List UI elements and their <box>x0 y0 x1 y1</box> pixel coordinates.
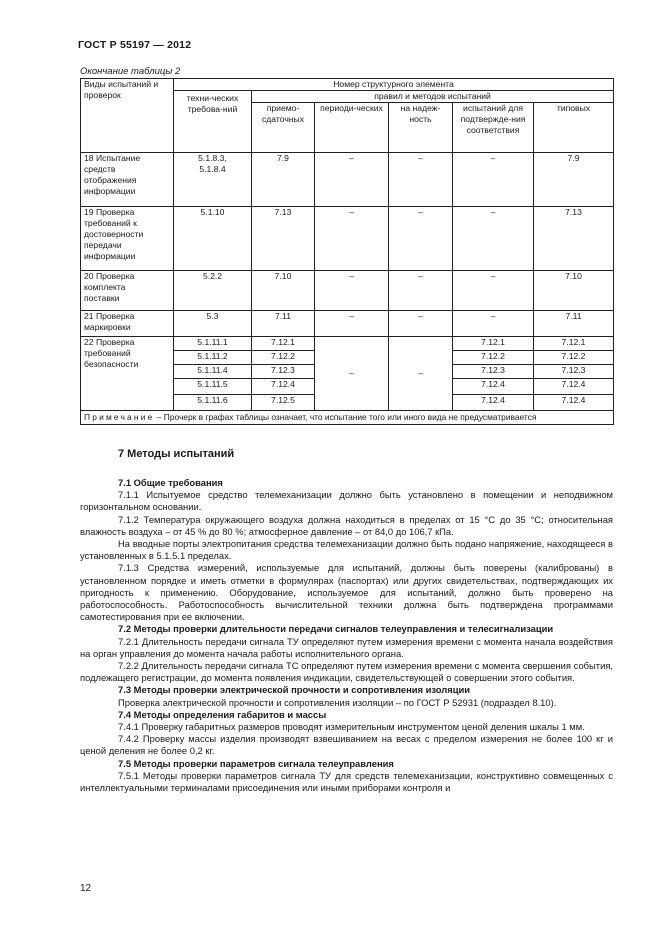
cell-type: 7.12.4 <box>534 379 614 395</box>
head-tech-req: техни-ческих требова-ний <box>174 91 252 153</box>
paragraph-7-1-1: 7.1.1 Испытуемое средство телемеханизации должно быть установлено в помещении и неподвижном горизонтальном основании. <box>80 489 613 513</box>
cell-type: 7.12.4 <box>534 395 614 411</box>
cell-conformity: 7.12.2 <box>453 351 534 365</box>
cell-periodic: – <box>315 153 389 207</box>
subsection-title-7-1: 7.1 Общие требования <box>118 477 223 488</box>
row-name: 20 Проверка комплекта поставки <box>81 271 174 311</box>
paragraph-7-1-2: 7.1.2 Температура окружающего воздуха должна находиться в пределах от 15 °С до 35 °С; относительная влажность воздуха – от 45 % до 80 %; атмосферное давление – от 84,0 до 106,7 кПа. <box>80 513 613 537</box>
cell-acceptance: 7.12.3 <box>252 365 315 379</box>
paragraph-7-2-2: 7.2.2 Длительность передачи сигнала ТС определяют путем измерения времени с момента свершения события, подлежащего регистрации, до момента появления индикации, свидетельствующей о совершении этого события. <box>80 660 613 684</box>
table-note <box>81 411 614 425</box>
cell-reliability: – <box>389 311 453 337</box>
cell-acceptance: 7.9 <box>252 153 315 207</box>
subsection-title-7-4: 7.4 Методы определения габаритов и массы <box>118 708 327 720</box>
cell-conformity: – <box>453 153 534 207</box>
cell-periodic: – <box>315 311 389 337</box>
paragraph-7-5-1: 7.5.1 Методы проверки параметров сигнала ТУ для средств телемеханизации, конструктивно совмещенных с интеллектуальными терминалами присоединения или иными приборами контроля и <box>80 769 613 794</box>
note-label: Примечание <box>84 412 155 422</box>
paragraph-7-4-2: 7.4.2 Проверку массы изделия производят взвешиванием на весах с пределом измерения не более 100 кг и ценой деления не более 0,2 кг. <box>80 733 613 757</box>
cell-tech: 5.1.11.2 <box>174 351 252 365</box>
cell-conformity: – <box>453 207 534 271</box>
cell-acceptance: 7.12.1 <box>252 337 315 351</box>
note-text: – Прочерк в графах таблицы означает, что испытание того или иного вида не предусматривается <box>154 412 537 422</box>
paragraph-7-1-2b: На вводные порты электропитания средства телемеханизации должно быть подано напряжение, находящееся в установленных в 5.1.5.1 пределах. <box>80 538 613 562</box>
row-name: 18 Испытание средств отображения информации <box>81 153 174 207</box>
cell-tech: 5.1.8.3, 5.1.8.4 <box>174 153 252 207</box>
cell-periodic: – <box>315 271 389 311</box>
cell-tech: 5.1.11.1 <box>174 337 252 351</box>
requirements-table <box>80 78 614 425</box>
cell-type: 7.12.3 <box>534 365 614 379</box>
subsection-title-7-3: 7.3 Методы проверки электрической прочности и сопротивления изоляции <box>118 684 470 696</box>
page-number: 12 <box>80 883 92 894</box>
head-acceptance: приемо-сдаточных <box>252 103 315 153</box>
cell-acceptance: 7.10 <box>252 271 315 311</box>
cell-reliability: – <box>389 271 453 311</box>
cell-periodic: – <box>315 337 389 411</box>
cell-acceptance: 7.13 <box>252 207 315 271</box>
cell-acceptance: 7.11 <box>252 311 315 337</box>
table-row <box>81 207 614 271</box>
section-body <box>80 477 613 794</box>
cell-type: 7.12.1 <box>534 337 614 351</box>
cell-type: 7.12.2 <box>534 351 614 365</box>
document-header: ГОСТ Р 55197 — 2012 <box>78 39 192 51</box>
head-element-number: Номер структурного элемента <box>174 79 614 91</box>
cell-acceptance: 7.12.2 <box>252 351 315 365</box>
cell-type: 7.11 <box>534 311 614 337</box>
cell-type: 7.10 <box>534 271 614 311</box>
cell-reliability: – <box>389 207 453 271</box>
cell-type: 7.9 <box>534 153 614 207</box>
paragraph-7-1-3: 7.1.3 Средства измерений, используемые для испытаний, должны быть поверены (калиброваны) в установленном порядке и иметь отметки в формулярах (паспортах) или других свидетельствах, подтверждающих их пригодность к применению. Оборудование, используемое для испытаний, должно быть проверено на работоспособность. Работоспособность вычислительной техники должна быть подтверждена программами самотестирования при ее включении. <box>80 562 613 623</box>
cell-conformity: 7.12.1 <box>453 337 534 351</box>
table-caption: Окончание таблицы 2 <box>80 66 181 77</box>
head-conformity: испытаний для подтвержде-ния соответствия <box>453 103 534 153</box>
head-test-types: Виды испытаний и проверок <box>81 79 174 153</box>
cell-conformity: – <box>453 311 534 337</box>
cell-acceptance: 7.12.4 <box>252 379 315 395</box>
section-title: 7 Методы испытаний <box>118 448 235 460</box>
cell-tech: 5.3 <box>174 311 252 337</box>
head-periodic: периоди-ческих <box>315 103 389 153</box>
table-row <box>81 271 614 311</box>
subsection-title-7-5: 7.5 Методы проверки параметров сигнала телеуправления <box>118 757 394 769</box>
row-name: 19 Проверка требований к достоверности передачи информации <box>81 207 174 271</box>
table-row <box>81 153 614 207</box>
paragraph-7-3: Проверка электрической прочности и сопротивления изоляции – по ГОСТ Р 52931 (подраздел 8.10). <box>118 696 557 708</box>
cell-tech: 5.1.10 <box>174 207 252 271</box>
cell-tech: 5.1.11.5 <box>174 379 252 395</box>
table-row <box>81 337 614 351</box>
cell-conformity: 7.12.4 <box>453 379 534 395</box>
cell-tech: 5.1.11.6 <box>174 395 252 411</box>
row-name: 21 Проверка маркировки <box>81 311 174 337</box>
cell-reliability: – <box>389 153 453 207</box>
cell-acceptance: 7.12.5 <box>252 395 315 411</box>
cell-conformity: 7.12.4 <box>453 395 534 411</box>
cell-reliability: – <box>389 337 453 411</box>
cell-conformity: 7.12.3 <box>453 365 534 379</box>
cell-type: 7.13 <box>534 207 614 271</box>
subsection-title-7-2: 7.2 Методы проверки длительности передачи сигналов телеуправления и телесигнализации <box>118 623 554 635</box>
cell-tech: 5.2.2 <box>174 271 252 311</box>
table-row <box>81 311 614 337</box>
cell-tech: 5.1.11.4 <box>174 365 252 379</box>
table-note-row <box>81 411 614 425</box>
cell-conformity: – <box>453 271 534 311</box>
head-reliability: на надеж-ность <box>389 103 453 153</box>
paragraph-7-4-1: 7.4.1 Проверку габаритных размеров проводят измерительным инструментом ценой деления шкалы 1 мм. <box>118 721 585 733</box>
paragraph-7-2-1: 7.2.1 Длительность передачи сигнала ТУ определяют путем измерения времени с момента начала воздействия на орган управления до момента начала работы исполнительного органа. <box>80 635 613 659</box>
head-methods: правил и методов испытаний <box>252 91 614 103</box>
cell-periodic: – <box>315 207 389 271</box>
row-name: 22 Проверка требований безопасности <box>81 337 174 411</box>
head-type: типовых <box>534 103 614 153</box>
